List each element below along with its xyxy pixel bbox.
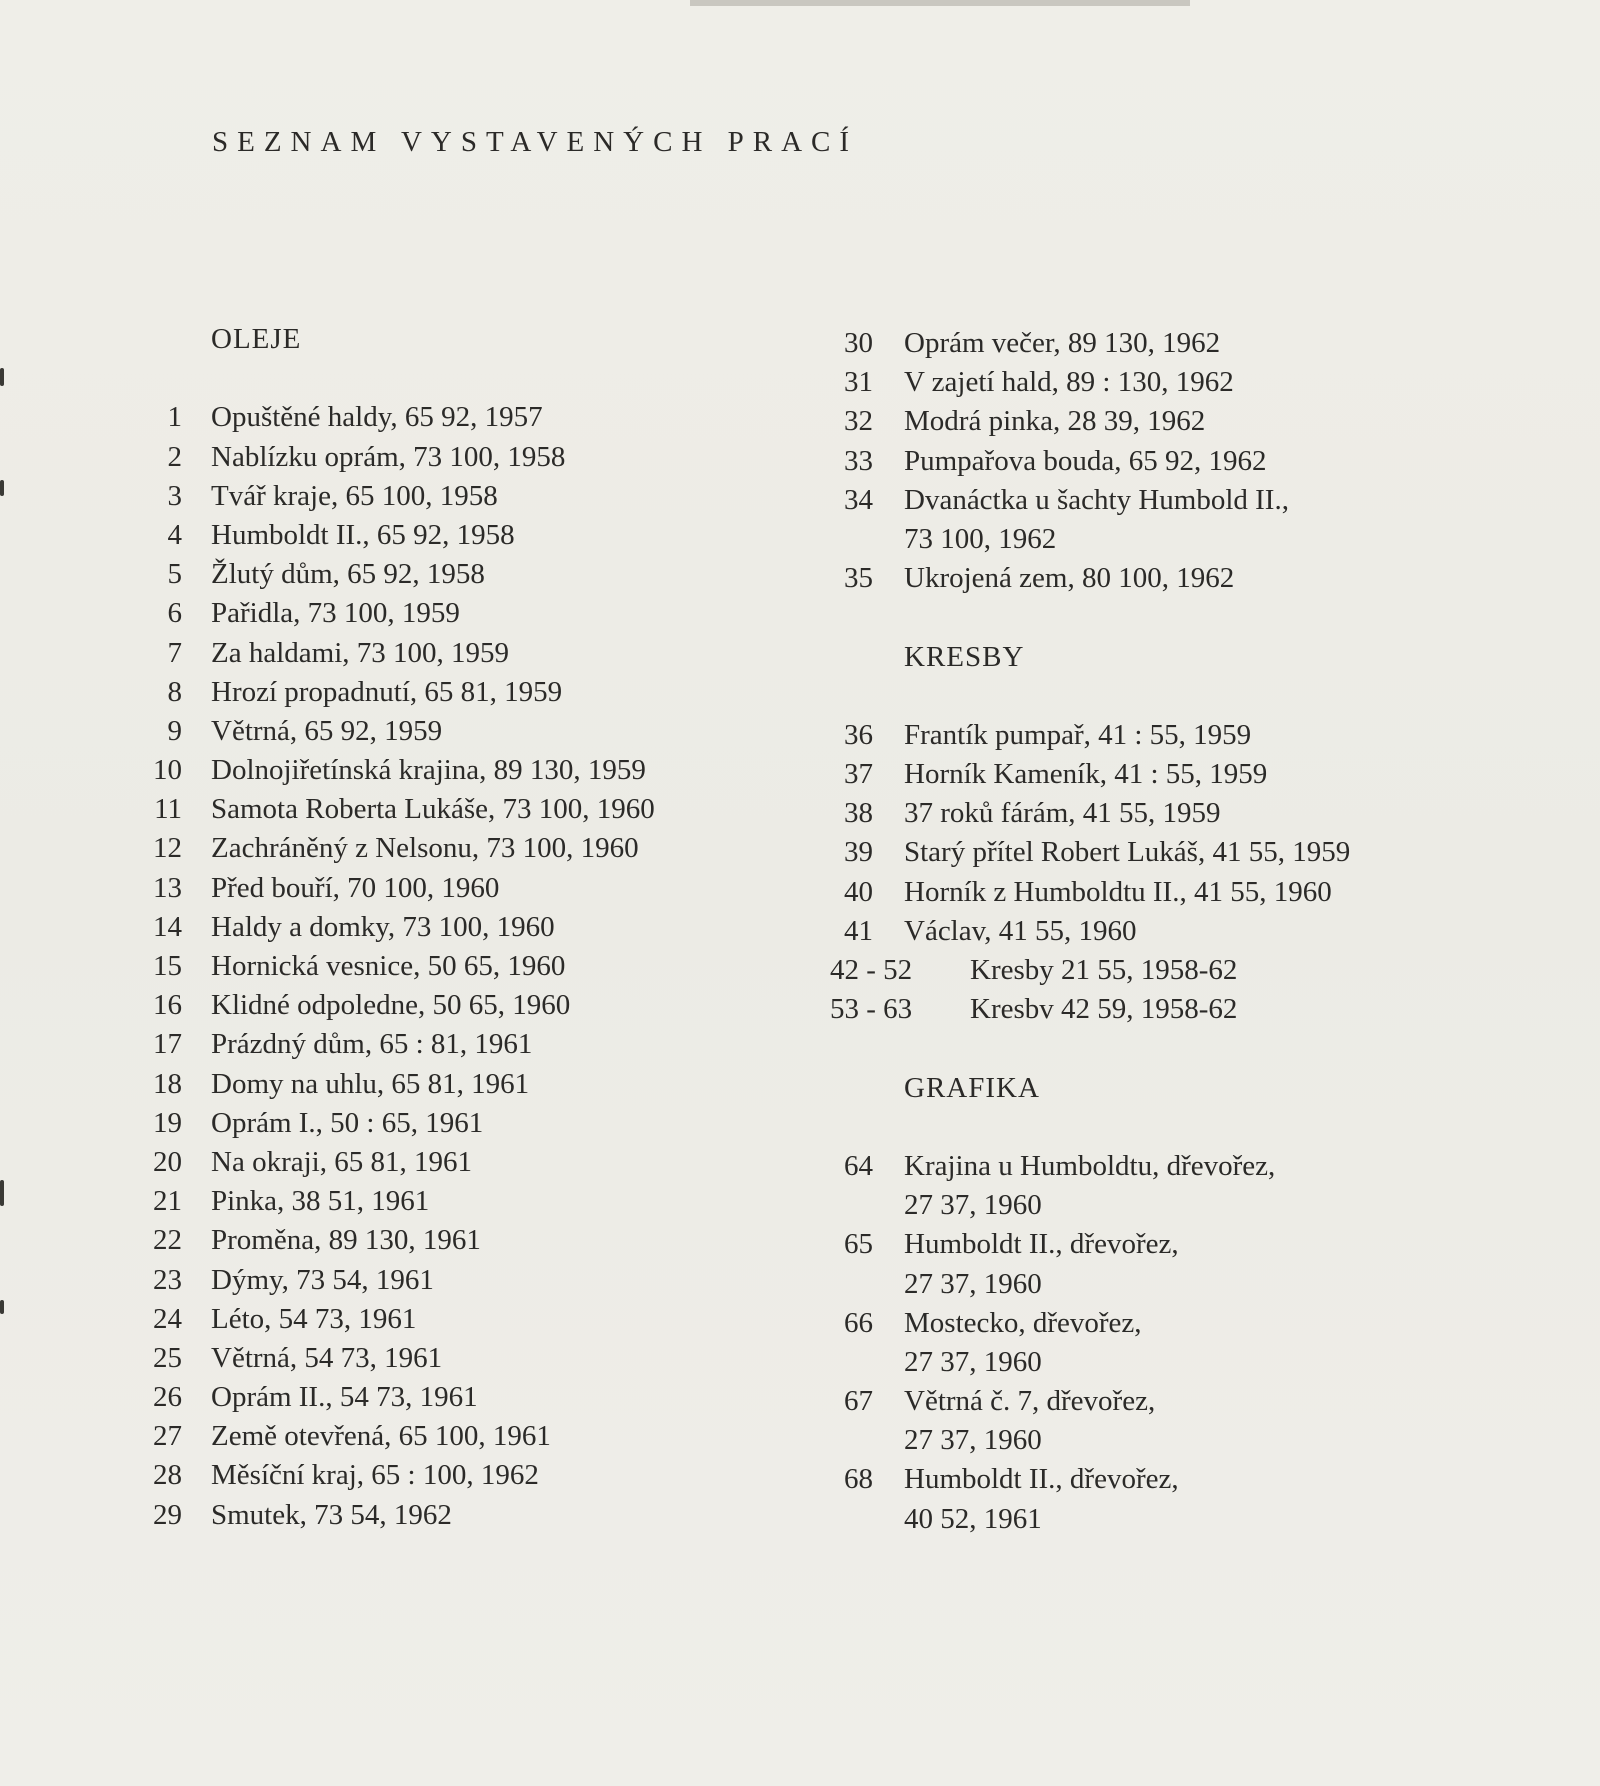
- item-text: Prázdný dům, 65 : 81, 1961: [211, 1028, 533, 1061]
- list-item: [830, 1225, 1570, 1264]
- item-text: Hornická vesnice, 50 65, 1960: [211, 950, 566, 982]
- item-number: 15: [153, 950, 182, 982]
- item-number: 39: [844, 836, 873, 869]
- item-number: 31: [844, 366, 873, 399]
- item-text: Kresby 21 55, 1958-62: [970, 954, 1238, 986]
- item-number: 27: [153, 1420, 182, 1453]
- list-item: [830, 794, 1570, 833]
- list-item: [140, 398, 800, 437]
- item-text: Frantík pumpař, 41 : 55, 1959: [904, 718, 1252, 751]
- item-text: Větrná č. 7, dřevořez,: [904, 1385, 1156, 1418]
- list-item: [140, 1182, 800, 1221]
- item-text: Větrná, 54 73, 1961: [211, 1341, 443, 1374]
- item-text: Na okraji, 65 81, 1961: [211, 1145, 472, 1178]
- list-item-continuation: [830, 1186, 1570, 1225]
- item-number: 6: [167, 597, 182, 630]
- list-item: [140, 555, 800, 594]
- item-text: Proměna, 89 130, 1961: [211, 1224, 481, 1257]
- list-item: [830, 559, 1570, 598]
- edge-mark: [0, 1180, 4, 1206]
- item-number: 22: [153, 1224, 182, 1257]
- item-text: Země otevřená, 65 100, 1961: [211, 1420, 551, 1453]
- item-text: Haldy a domky, 73 100, 1960: [211, 910, 555, 943]
- item-text: Oprám II., 54 73, 1961: [211, 1381, 478, 1414]
- item-text: Dvanáctka u šachty Humbold II.,: [904, 483, 1289, 516]
- item-number: 40: [844, 875, 873, 908]
- item-number: 4: [167, 518, 182, 551]
- page-title: SEZNAM VYSTAVENÝCH PRACÍ: [212, 126, 859, 158]
- item-text: Nablízku oprám, 73 100, 1958: [211, 440, 566, 473]
- edge-mark: [0, 480, 4, 496]
- item-number: 16: [153, 989, 182, 1022]
- item-number: 65: [844, 1228, 873, 1261]
- item-number: 2: [167, 440, 182, 473]
- item-number: 29: [153, 1498, 182, 1531]
- list-item: [140, 790, 800, 829]
- item-text: Humboldt II., dřevořez,: [904, 1463, 1179, 1496]
- item-text: Tvář kraje, 65 100, 1958: [211, 479, 498, 512]
- item-text: Krajina u Humboldtu, dřevořez,: [904, 1149, 1276, 1182]
- right-column: [830, 324, 1570, 1539]
- item-number: 10: [153, 754, 182, 787]
- list-item: [140, 1496, 800, 1535]
- list-item: [140, 438, 800, 477]
- list-item: [830, 833, 1570, 872]
- list-item: [140, 712, 800, 751]
- item-text: Oprám I., 50 : 65, 1961: [211, 1106, 484, 1139]
- item-number: 64: [844, 1149, 873, 1182]
- item-text-continuation: 73 100, 1962: [904, 522, 1057, 555]
- item-text-continuation: 40 52, 1961: [904, 1502, 1042, 1535]
- item-text: Horník Kameník, 41 : 55, 1959: [904, 758, 1268, 791]
- list-item: [140, 516, 800, 555]
- item-number: 14: [153, 910, 182, 943]
- list-item: [140, 829, 800, 868]
- item-text: Václav, 41 55, 1960: [904, 914, 1137, 947]
- top-edge-strip: [690, 0, 1190, 6]
- item-number: 3: [167, 479, 182, 512]
- list-item: [140, 1378, 800, 1417]
- item-text: Domy na uhlu, 65 81, 1961: [211, 1067, 530, 1100]
- list-item-continuation: [830, 1343, 1570, 1382]
- list-item: [830, 1382, 1570, 1421]
- item-number: 41: [844, 914, 873, 947]
- item-number: 21: [153, 1185, 182, 1218]
- item-text: V zajetí hald, 89 : 130, 1962: [904, 366, 1234, 399]
- list-item: [140, 477, 800, 516]
- list-item: [140, 1261, 800, 1300]
- item-text: Hrozí propadnutí, 65 81, 1959: [211, 675, 563, 708]
- list-item: [140, 947, 800, 986]
- item-text: Dolnojiřetínská krajina, 89 130, 1959: [211, 754, 646, 787]
- list-item: [140, 673, 800, 712]
- item-text: Žlutý dům, 65 92, 1958: [211, 558, 485, 591]
- item-number: 34: [844, 483, 873, 516]
- item-text-continuation: 27 37, 1960: [904, 1189, 1042, 1222]
- item-text: Pumpařova bouda, 65 92, 1962: [904, 444, 1267, 477]
- item-number: 36: [844, 718, 873, 751]
- item-text: Zachráněný z Nelsonu, 73 100, 1960: [211, 832, 639, 865]
- list-item: [140, 1065, 800, 1104]
- item-text: Starý přítel Robert Lukáš, 41 55, 1959: [904, 836, 1351, 869]
- list-item: [830, 716, 1570, 755]
- list-item: [830, 402, 1570, 441]
- spacer: [830, 1108, 1570, 1147]
- edge-mark: [0, 1300, 4, 1314]
- left-column: [140, 320, 800, 1535]
- item-number: 33: [844, 444, 873, 477]
- list-item-continuation: [830, 1421, 1570, 1460]
- item-text: Před bouří, 70 100, 1960: [211, 871, 500, 904]
- list-item-continuation: [830, 1500, 1570, 1539]
- item-number: 30: [844, 327, 873, 359]
- item-text: Za haldami, 73 100, 1959: [211, 636, 510, 669]
- item-number: 12: [153, 832, 182, 865]
- list-item-continuation: [830, 1265, 1570, 1304]
- item-number: 68: [844, 1463, 873, 1496]
- item-number: 13: [153, 871, 182, 904]
- item-text: Klidné odpoledne, 50 65, 1960: [211, 989, 571, 1022]
- list-item: [830, 1304, 1570, 1343]
- spacer: [830, 1029, 1570, 1068]
- item-text: Pinka, 38 51, 1961: [211, 1185, 430, 1218]
- list-item: [140, 908, 800, 947]
- list-item: [140, 1417, 800, 1456]
- item-text: Samota Roberta Lukáše, 73 100, 1960: [211, 793, 655, 826]
- item-number: 20: [153, 1145, 182, 1178]
- item-number: 35: [844, 562, 873, 595]
- section-title-oleje: OLEJE: [211, 323, 302, 355]
- item-text: Horník z Humboldtu II., 41 55, 1960: [904, 875, 1332, 908]
- item-text: Měsíční kraj, 65 : 100, 1962: [211, 1459, 539, 1492]
- list-item: [830, 755, 1570, 794]
- section-title-grafika: GRAFIKA: [904, 1071, 1040, 1104]
- item-number: 1: [167, 401, 182, 434]
- item-number: 66: [844, 1306, 873, 1339]
- item-number: 67: [844, 1385, 873, 1418]
- section-title-kresby: KRESBY: [904, 640, 1025, 673]
- item-text: Ukrojená zem, 80 100, 1962: [904, 562, 1235, 595]
- item-text: Větrná, 65 92, 1959: [211, 714, 443, 747]
- list-item: [140, 1456, 800, 1495]
- item-number: 9: [167, 714, 182, 747]
- item-text: Humboldt II., dřevořez,: [904, 1228, 1179, 1261]
- list-item: [140, 1143, 800, 1182]
- item-number: 32: [844, 405, 873, 438]
- item-number: 24: [153, 1302, 182, 1335]
- item-text: Modrá pinka, 28 39, 1962: [904, 405, 1206, 438]
- item-text: Mostecko, dřevořez,: [904, 1306, 1142, 1339]
- spacer: [140, 359, 800, 398]
- list-item-continuation: [830, 520, 1570, 559]
- list-item-range: [830, 990, 1570, 1029]
- item-number: 5: [167, 558, 182, 591]
- list-item: [830, 912, 1570, 951]
- spacer: [830, 598, 1570, 637]
- item-text: Dýmy, 73 54, 1961: [211, 1263, 434, 1296]
- item-text-continuation: 27 37, 1960: [904, 1424, 1042, 1457]
- item-text-continuation: 27 37, 1960: [904, 1267, 1042, 1300]
- item-number: 19: [153, 1106, 182, 1139]
- list-item: [140, 1025, 800, 1064]
- item-number: 18: [153, 1067, 182, 1100]
- list-item: [140, 751, 800, 790]
- item-number: 26: [153, 1381, 182, 1414]
- list-item: [830, 324, 1570, 363]
- list-item: [830, 1460, 1570, 1499]
- item-text: Oprám večer, 89 130, 1962: [904, 327, 1221, 359]
- list-item: [140, 1300, 800, 1339]
- spacer: [830, 677, 1570, 716]
- list-item: [140, 986, 800, 1025]
- list-item: [140, 1339, 800, 1378]
- list-item: [830, 873, 1570, 912]
- list-item: [830, 363, 1570, 402]
- item-number: 7: [167, 636, 182, 669]
- item-text: Opuštěné haldy, 65 92, 1957: [211, 401, 543, 434]
- list-item: [140, 1221, 800, 1260]
- item-number-range: 42 - 52: [830, 954, 913, 986]
- list-item: [830, 442, 1570, 481]
- item-number: 38: [844, 797, 873, 830]
- item-number: 28: [153, 1459, 182, 1492]
- item-text: Kresbv 42 59, 1958-62: [970, 993, 1238, 1026]
- item-text: 37 roků fárám, 41 55, 1959: [904, 797, 1221, 830]
- item-number: 23: [153, 1263, 182, 1296]
- list-item: [140, 594, 800, 633]
- list-item-range: [830, 951, 1570, 990]
- item-text: Léto, 54 73, 1961: [211, 1302, 417, 1335]
- item-text: Humboldt II., 65 92, 1958: [211, 518, 515, 551]
- item-text: Pařidla, 73 100, 1959: [211, 597, 460, 630]
- item-number-range: 53 - 63: [830, 993, 913, 1026]
- edge-mark: [0, 368, 4, 386]
- item-text: Smutek, 73 54, 1962: [211, 1498, 452, 1531]
- item-number: 37: [844, 758, 873, 791]
- item-number: 25: [153, 1341, 182, 1374]
- list-item: [140, 634, 800, 673]
- item-text-continuation: 27 37, 1960: [904, 1345, 1042, 1378]
- list-item: [830, 1147, 1570, 1186]
- list-item: [830, 481, 1570, 520]
- item-number: 8: [167, 675, 182, 708]
- item-number: 17: [153, 1028, 182, 1061]
- list-item: [140, 869, 800, 908]
- item-number: 11: [154, 793, 182, 826]
- list-item: [140, 1104, 800, 1143]
